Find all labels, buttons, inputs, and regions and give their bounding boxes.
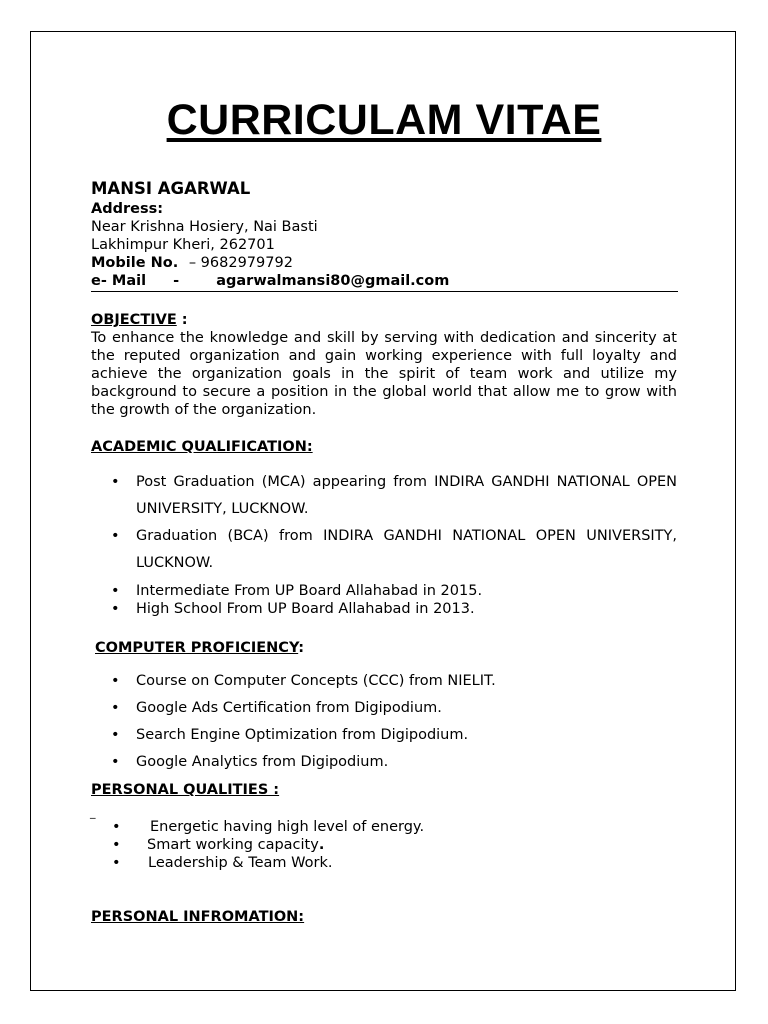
computer-item-text: Google Ads Certification from Digipodium. (136, 700, 442, 716)
list-item (91, 600, 677, 618)
bullet-icon: • (111, 583, 120, 599)
list-item (91, 668, 677, 695)
address-line-1: Near Krishna Hosiery, Nai Basti (91, 219, 318, 235)
objective-text: To enhance the knowledge and skill by serving with dedication and sincerity at the reputed organization and gain working experience with full loyalty and achieve the organization goals in the spirit of team work and utilize my background to secure a position in the global world that allow me to grow with the growth of the organization. (91, 330, 677, 418)
computer-item-text: Search Engine Optimization from Digipodium. (136, 727, 469, 743)
objective-heading-text: OBJECTIVE (91, 312, 177, 328)
personal-qualities-heading (91, 781, 279, 799)
list-item (91, 523, 677, 577)
email-label: e- Mail (91, 273, 147, 289)
computer-heading-text: COMPUTER PROFICIENCY (95, 640, 299, 656)
academic-item-text: Intermediate From UP Board Allahabad in 2015. (136, 583, 483, 599)
academic-heading-text: ACADEMIC QUALIFICATION: (91, 439, 313, 455)
bullet-icon: • (112, 837, 121, 853)
email-row (91, 272, 677, 290)
list-item (91, 854, 677, 872)
stray-dash: _ (90, 806, 96, 819)
bullet-icon: • (111, 727, 120, 743)
address-line-2: Lakhimpur Kheri, 262701 (91, 237, 275, 253)
quality-item-text: Leadership & Team Work. (148, 855, 333, 871)
objective-heading-colon: : (176, 312, 188, 328)
academic-heading (91, 438, 313, 456)
mobile-row (91, 254, 677, 272)
mobile-label: Mobile No. (91, 255, 179, 271)
objective-heading (91, 311, 188, 329)
computer-item-text: Google Analytics from Digipodium. (136, 754, 389, 770)
list-item (91, 722, 677, 749)
computer-heading-colon: : (298, 640, 304, 656)
academic-item-text: Post Graduation (MCA) appearing from INDIRA GANDHI NATIONAL OPEN UNIVERSITY, LUCKNOW. (136, 474, 677, 517)
bullet-icon: • (111, 754, 120, 770)
contact-divider (91, 291, 678, 292)
bullet-icon: • (111, 474, 120, 490)
computer-item-text: Course on Computer Concepts (CCC) from NIELIT. (136, 673, 496, 689)
list-item (91, 582, 677, 600)
bullet-icon: • (112, 855, 121, 871)
candidate-name: MANSI AGARWAL (91, 179, 251, 198)
address-label: Address: (91, 201, 164, 217)
computer-list (91, 668, 677, 776)
email-value: agarwalmansi80@gmail.com (216, 273, 450, 289)
list-item (91, 749, 677, 776)
list-item (91, 469, 677, 523)
quality-item-suffix: . (318, 837, 325, 853)
quality-item-text: Smart working capacity (147, 837, 319, 853)
mobile-value: – 9682979792 (188, 255, 293, 271)
contact-block (91, 200, 677, 290)
list-item (91, 836, 677, 854)
email-separator: - (173, 273, 180, 289)
quality-item-text: Energetic having high level of energy. (150, 819, 425, 835)
bullet-icon: • (111, 528, 120, 544)
bullet-icon: • (111, 700, 120, 716)
bullet-icon: • (111, 673, 120, 689)
academic-list (91, 469, 677, 618)
academic-item-text: Graduation (BCA) from INDIRA GANDHI NATIONAL OPEN UNIVERSITY, LUCKNOW. (136, 528, 677, 571)
list-item (91, 695, 677, 722)
personal-info-heading-text: PERSONAL INFROMATION: (91, 909, 305, 925)
bullet-icon: • (112, 819, 121, 835)
personal-qualities-list (91, 818, 677, 872)
computer-heading (95, 639, 304, 657)
document-title: CURRICULAM VITAE (166, 96, 602, 144)
personal-info-heading (91, 908, 304, 926)
list-item (91, 818, 677, 836)
academic-item-text: High School From UP Board Allahabad in 2013. (136, 601, 475, 617)
personal-qualities-heading-text: PERSONAL QUALITIES : (91, 782, 280, 798)
bullet-icon: • (111, 601, 120, 617)
